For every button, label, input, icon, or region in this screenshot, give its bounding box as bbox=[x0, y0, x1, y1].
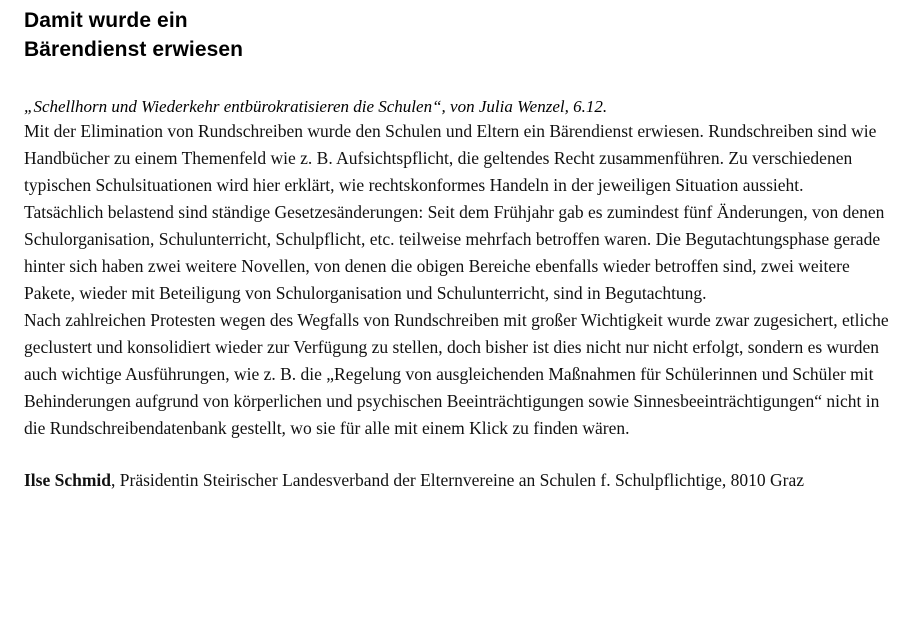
body-paragraph-1: Mit der Elimination von Rundschreiben wurde den Schulen und Eltern ein Bärendienst erwiesen. Rundschreiben sind wie Handbücher zu einem Themenfeld wie z. B. Aufsichtspflicht, die geltendes Recht zusammenführen. Zu verschiedenen typischen Schulsituationen wird hier erklärt, wie rechtskonformes Handeln in der jeweiligen Situation aussieht. bbox=[24, 121, 877, 195]
page-title bbox=[24, 6, 893, 64]
body-paragraph-3: Nach zahlreichen Protesten wegen des Wegfalls von Rundschreiben mit großer Wichtigkeit wurde zwar zugesichert, etliche geclustert und konsolidiert wieder zur Verfügung zu stellen, doch bisher ist dies nicht nur nicht erfolgt, sondern es wurden auch wichtige Ausführungen, wie z. B. die „Regelung von ausgleichenden Maßnahmen für Schülerinnen und Schüler mit Behinderungen aufgrund von körperlichen und psychischen Beeinträchtigungen sowie Sinnesbeeinträchtigungen“ nicht in die Rundschreibendatenbank gestellt, wo sie für alle mit einem Klick zu finden wären. bbox=[24, 310, 889, 438]
signature-affiliation: , Präsidentin Steirischer Landesverband der Elternvereine an Schulen f. Schulpflichtige, 8010 Graz bbox=[111, 470, 804, 490]
article-reference-subtitle: „Schellhorn und Wiederkehr entbürokratisieren die Schulen“, von Julia Wenzel, 6.12. bbox=[24, 97, 608, 116]
signature-line bbox=[24, 467, 893, 494]
body-paragraph-2: Tatsächlich belastend sind ständige Gesetzesänderungen: Seit dem Frühjahr gab es zumindest fünf Änderungen, von denen Schulorganisation, Schulunterricht, Schulpflicht, etc. teilweise mehrfach betroffen waren. Die Begutachtungsphase gerade hinter sich haben zwei weitere Novellen, von denen die obigen Bereiche ebenfalls wieder betroffen sind, zwei weitere Pakete, wieder mit Beteiligung von Schulorganisation und Schulunterricht, sind in Begutachtung. bbox=[24, 202, 885, 303]
signature-author: Ilse Schmid bbox=[24, 470, 112, 490]
page-title-line-2: Bärendienst erwiesen bbox=[24, 38, 244, 61]
page-title-line-1: Damit wurde ein bbox=[24, 9, 188, 32]
